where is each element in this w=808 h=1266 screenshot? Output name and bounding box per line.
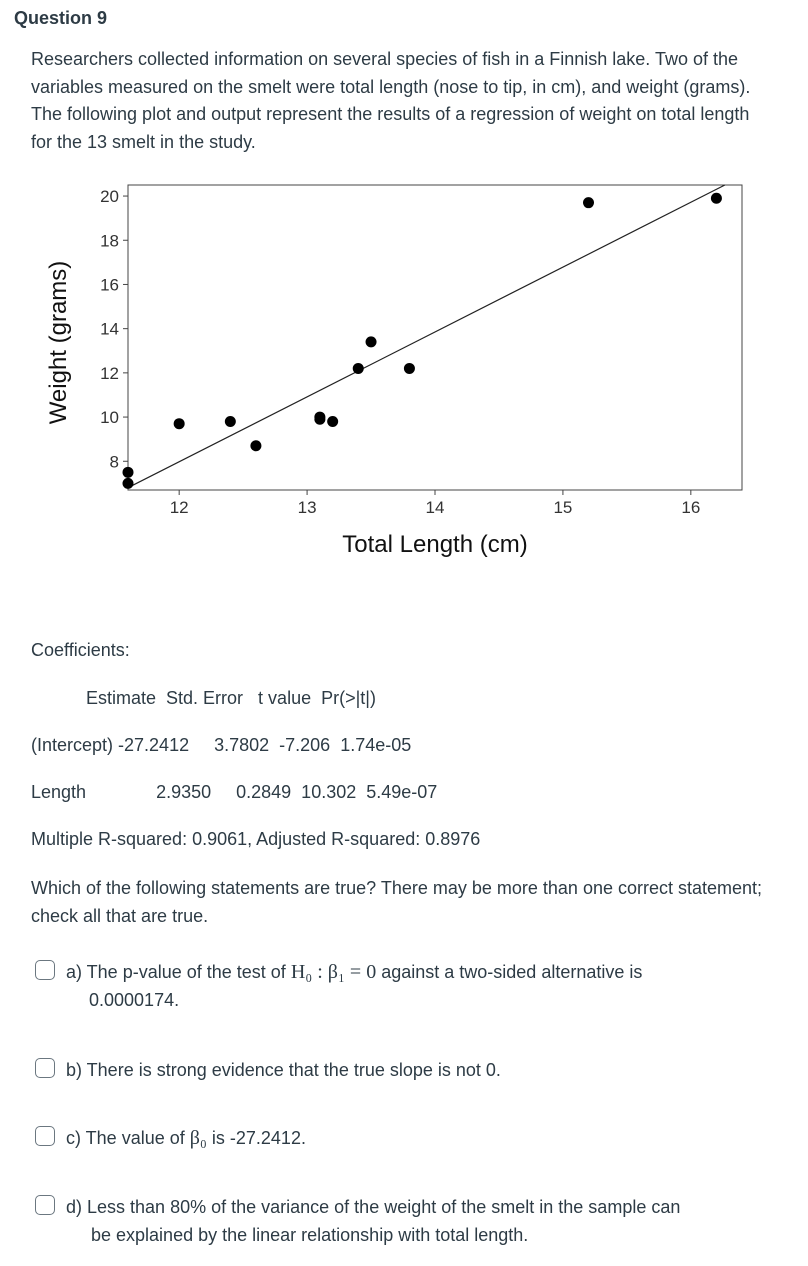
option-b-checkbox[interactable] <box>35 1058 55 1078</box>
option-a-text <box>66 958 735 1014</box>
option-d-first: d) Less than 80% of the variance of the weight of the smelt in the sample can <box>66 1197 681 1217</box>
x-axis-label: Total Length (cm) <box>342 531 528 558</box>
y-tick-label: 12 <box>100 363 119 383</box>
option-c-prefix: c) The value of <box>66 1128 190 1148</box>
y-axis-label: Weight (grams) <box>45 260 72 425</box>
option-c-math: β₀ <box>189 1127 207 1149</box>
data-point <box>711 193 722 204</box>
data-point <box>225 416 236 427</box>
y-tick-label: 20 <box>100 187 119 207</box>
option-d-rest: be explained by the linear relationship with total length. <box>91 1225 529 1245</box>
option-a-suffix: against a two-sided alternative is <box>376 962 643 982</box>
data-point <box>366 336 377 347</box>
question-intro: Researchers collected information on several species of fish in a Finnish lake. Two of the variables measured on the smelt were total length (nose to tip, in cm), and weight (grams). The following plot and output represent the results of a regression of weight on total length for the 13 smelt in the study. <box>31 49 751 152</box>
option-a-math: H₀ : β₁ = 0 <box>290 961 377 983</box>
y-tick-label: 14 <box>100 319 119 339</box>
question-title: Question 9 <box>14 8 108 28</box>
data-point <box>353 363 364 374</box>
coefficients-label: Coefficients: <box>31 640 130 660</box>
x-tick-label: 15 <box>553 498 573 517</box>
data-point <box>583 197 594 208</box>
output-row-intercept: (Intercept) -27.2412 3.7802 -7.206 1.74e-05 <box>31 735 412 755</box>
regression-line <box>128 185 725 488</box>
y-tick-label: 10 <box>100 408 119 428</box>
x-tick-label: 12 <box>169 498 189 517</box>
y-tick-label: 18 <box>100 231 119 251</box>
option-a-checkbox[interactable] <box>35 960 55 980</box>
scatter-plot <box>40 178 760 573</box>
option-c[interactable] <box>35 1124 735 1152</box>
option-d-text <box>66 1193 735 1249</box>
data-point <box>327 416 338 427</box>
option-b-text: b) There is strong evidence that the true slope is not 0. <box>66 1060 501 1080</box>
x-tick-label: 14 <box>425 498 445 517</box>
data-point <box>123 467 134 478</box>
data-point <box>174 418 185 429</box>
question-prompt: Which of the following statements are true? There may be more than one correct statement; check all that are true. <box>31 878 763 926</box>
chart-svg <box>40 178 760 568</box>
data-point <box>123 478 134 489</box>
plot-frame <box>128 185 742 490</box>
y-tick-label: 8 <box>109 452 119 472</box>
data-point <box>404 363 415 374</box>
option-b[interactable] <box>35 1056 735 1084</box>
data-point <box>250 440 261 451</box>
option-d-checkbox[interactable] <box>35 1195 55 1215</box>
option-d[interactable] <box>35 1193 735 1249</box>
option-c-text <box>66 1124 735 1152</box>
x-tick-label: 13 <box>297 498 317 517</box>
data-point <box>314 414 325 425</box>
output-row-length: Length 2.9350 0.2849 10.302 5.49e-07 <box>31 782 438 802</box>
y-tick-label: 16 <box>100 275 119 295</box>
option-a-prefix: a) The p-value of the test of <box>66 962 291 982</box>
option-a[interactable] <box>35 958 735 1014</box>
option-c-suffix: is -27.2412. <box>206 1128 306 1148</box>
output-header: Estimate Std. Error t value Pr(>|t|) <box>31 688 376 708</box>
option-a-rest: 0.0000174. <box>89 990 180 1010</box>
output-rsquared: Multiple R-squared: 0.9061, Adjusted R-squared: 0.8976 <box>31 829 481 849</box>
x-tick-label: 16 <box>681 498 701 517</box>
option-c-checkbox[interactable] <box>35 1126 55 1146</box>
